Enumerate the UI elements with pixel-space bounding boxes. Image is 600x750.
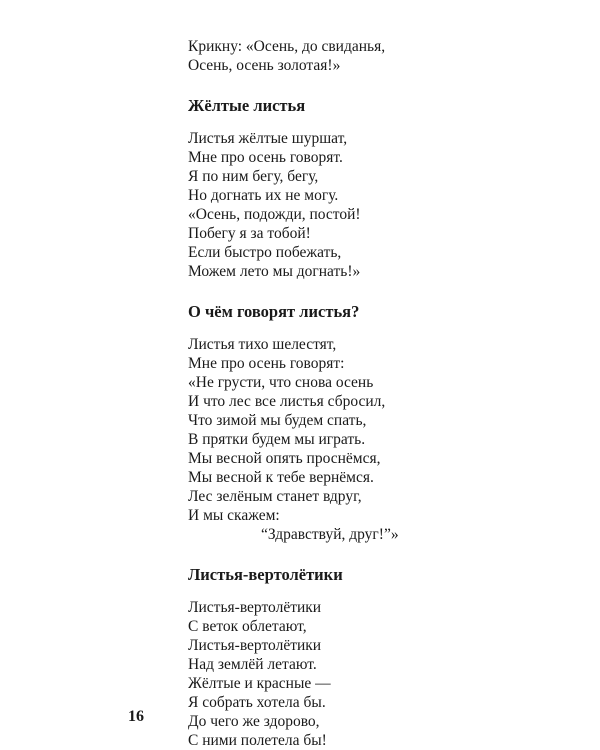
poem-line: И что лес все листья сбросил,: [188, 393, 386, 410]
poem-line: Если быстро побежать,: [188, 244, 342, 261]
poem-line: Листья-вертолётики: [188, 599, 322, 616]
poem-title: О чём говорят листья?: [188, 302, 360, 321]
poem-line: Что зимой мы будем спать,: [188, 412, 367, 429]
poem-line: Можем лето мы догнать!»: [188, 263, 361, 280]
poem-line: Крикну: «Осень, до свиданья,: [188, 38, 386, 55]
poem-body: [188, 129, 568, 281]
poem-title: Листья-вертолётики: [188, 565, 343, 584]
poem-line: Но догнать их не могу.: [188, 187, 339, 204]
page-number: 16: [128, 708, 144, 725]
poem-line: «Осень, подожди, постой!: [188, 206, 361, 223]
poem-line: Побегу я за тобой!: [188, 225, 311, 242]
poem-line: Листья-вертолётики: [188, 637, 322, 654]
poem-line: Мы весной к тебе вернёмся.: [188, 469, 374, 486]
poem-line: Листья тихо шелестят,: [188, 336, 337, 353]
poem-line: Жёлтые и красные —: [188, 675, 331, 692]
intro-stanza: [188, 37, 568, 75]
poem-line: С веток облетают,: [188, 618, 307, 635]
poem-line: «Не грусти, что снова осень: [188, 374, 374, 391]
poem-body: [188, 598, 568, 750]
poem-line: Над землёй летают.: [188, 656, 317, 673]
poem-line: С ними полетела бы!: [188, 732, 327, 749]
page-content: [188, 37, 568, 750]
poem-title: Жёлтые листья: [188, 96, 306, 115]
poem-line-indented: “Здравствуй, друг!”»: [261, 526, 399, 543]
poem-line: Мне про осень говорят:: [188, 355, 345, 372]
poem-line: Листья жёлтые шуршат,: [188, 130, 348, 147]
poem-body: [188, 335, 568, 544]
poem-line: Я собрать хотела бы.: [188, 694, 326, 711]
poem-line: Мы весной опять проснёмся,: [188, 450, 381, 467]
poem-line: До чего же здорово,: [188, 713, 320, 730]
poem-line: И мы скажем:: [188, 507, 280, 524]
poem-line: В прятки будем мы играть.: [188, 431, 366, 448]
poem-line: Мне про осень говорят.: [188, 149, 343, 166]
poem-line: Осень, осень золотая!»: [188, 57, 341, 74]
poem-line: Лес зелёным станет вдруг,: [188, 488, 362, 505]
poem-line: Я по ним бегу, бегу,: [188, 168, 319, 185]
